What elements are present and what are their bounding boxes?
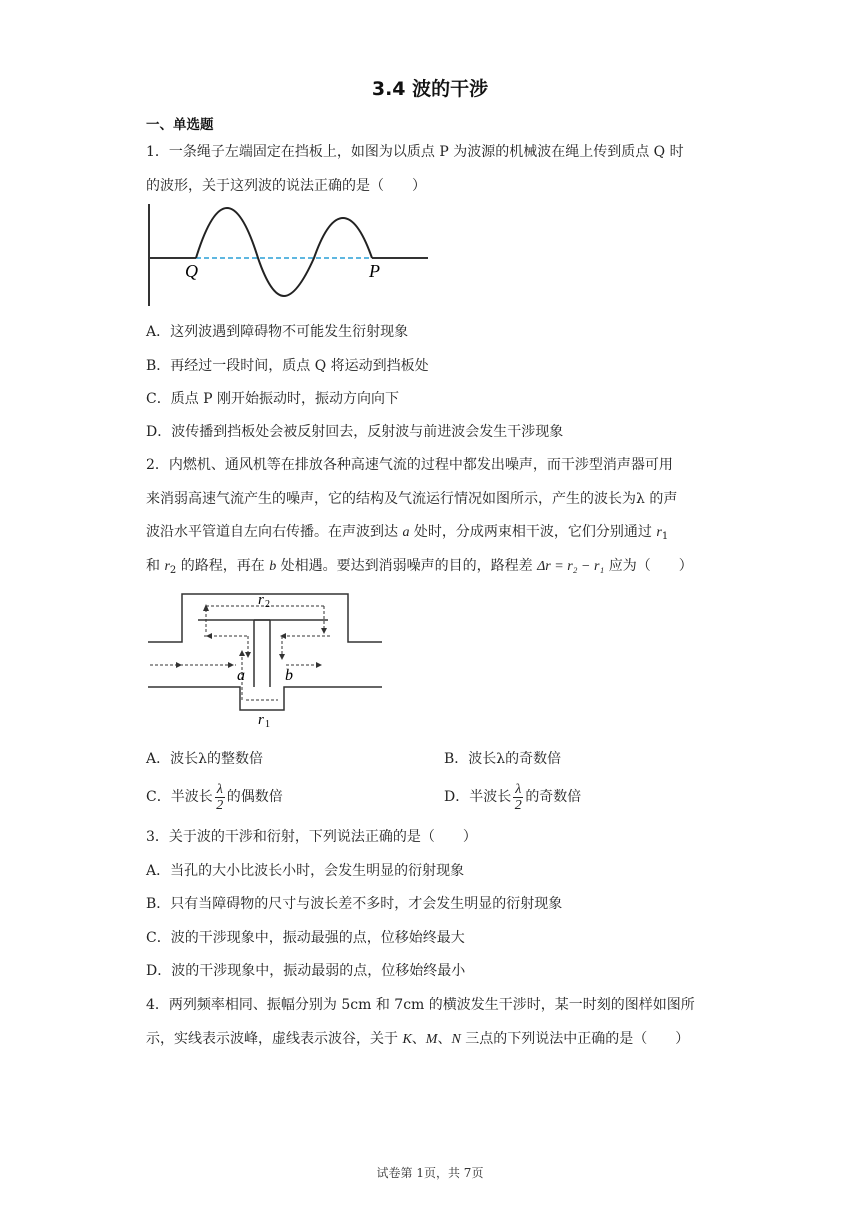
q4-line-2: 示，实线表示波峰，虚线表示波谷，关于 K、M、N 三点的下列说法中正确的是（ ） [146, 1031, 690, 1047]
q1-line-1: 1．一条绳子左端固定在挡板上，如图为以质点 P 为波源的机械波在绳上传到质点 Q 时 [146, 144, 684, 160]
fig-label-r1: r [258, 712, 264, 728]
q1-option-b: B．再经过一段时间，质点 Q 将运动到挡板处 [146, 358, 429, 374]
q2-option-c: C．半波长 $\frac{\lambda}{2}$ 的偶数倍 [146, 781, 283, 813]
q3-line-1: 3．关于波的干涉和衍射，下列说法正确的是（ ） [146, 829, 477, 845]
q2-option-b: B．波长λ的奇数倍 [444, 751, 562, 767]
q3-option-c: C．波的干涉现象中，振动最强的点，位移始终最大 [146, 930, 465, 946]
q2-line-1: 2．内燃机、通风机等在排放各种高速气流的过程中都发出噪声，而干涉型消声器可用 [146, 457, 673, 473]
fig-label-q: Q [185, 261, 198, 281]
q1-option-c: C．质点 P 刚开始振动时，振动方向向下 [146, 391, 400, 407]
page-title: 3.4 波的干涉 [371, 78, 489, 100]
fig-label-b: b [285, 667, 293, 684]
fig-label-r2: r [258, 592, 264, 608]
wave-curve [196, 208, 372, 296]
half-wavelength-fraction: $\frac{\lambda}{2}$ [216, 781, 224, 813]
q1-option-a: A．这列波遇到障碍物不可能发生衍射现象 [146, 324, 409, 340]
q2-line-2: 来消弱高速气流产生的噪声，它的结构及气流运行情况如图所示，产生的波长为λ 的声 [146, 491, 678, 507]
q2-option-a: A．波长λ的整数倍 [146, 751, 263, 767]
fig-label-r2-sub: 2 [265, 599, 270, 610]
q3-option-a: A．当孔的大小比波长小时，会发生明显的衍射现象 [146, 863, 465, 879]
section-heading: 一、单选题 [146, 117, 214, 133]
q2-line-4: 和 $r_2$ 的路程，再在 b 处相遇。要达到消弱噪声的目的，路程差 Δr = r₂ − r₁ 应为（ ） [146, 558, 693, 576]
fig-label-p: P [369, 261, 380, 281]
q1-option-d: D．波传播到挡板处会被反射回去，反射波与前进波会发生干涉现象 [146, 424, 564, 440]
q3-option-b: B．只有当障碍物的尺寸与波长差不多时，才会发生明显的衍射现象 [146, 896, 563, 912]
q4-line-1: 4．两列频率相同、振幅分别为 5cm 和 7cm 的横波发生干涉时，某一时刻的图样如图所 [146, 997, 695, 1013]
q1-wave-figure [140, 200, 440, 310]
q2-line-3: 波沿水平管道自左向右传播。在声波到达 a 处时，分成两束相干波，它们分别通过 $r_1$ [146, 524, 669, 542]
q3-option-d: D．波的干涉现象中，振动最弱的点，位移始终最小 [146, 963, 466, 979]
q1-line-2: 的波形，关于这列波的说法正确的是（ ） [146, 178, 426, 194]
path-difference-formula: Δr = r₂ − r₁ [537, 559, 605, 574]
page-footer: 试卷第 1页，共 7页 [376, 1166, 484, 1180]
fig-label-r1-sub: 1 [265, 719, 270, 730]
half-wavelength-fraction: $\frac{\lambda}{2}$ [514, 781, 522, 813]
fig-label-a: a [237, 667, 245, 684]
q2-muffler-figure [146, 590, 386, 730]
q2-option-d: D．半波长 $\frac{\lambda}{2}$ 的奇数倍 [444, 781, 582, 813]
